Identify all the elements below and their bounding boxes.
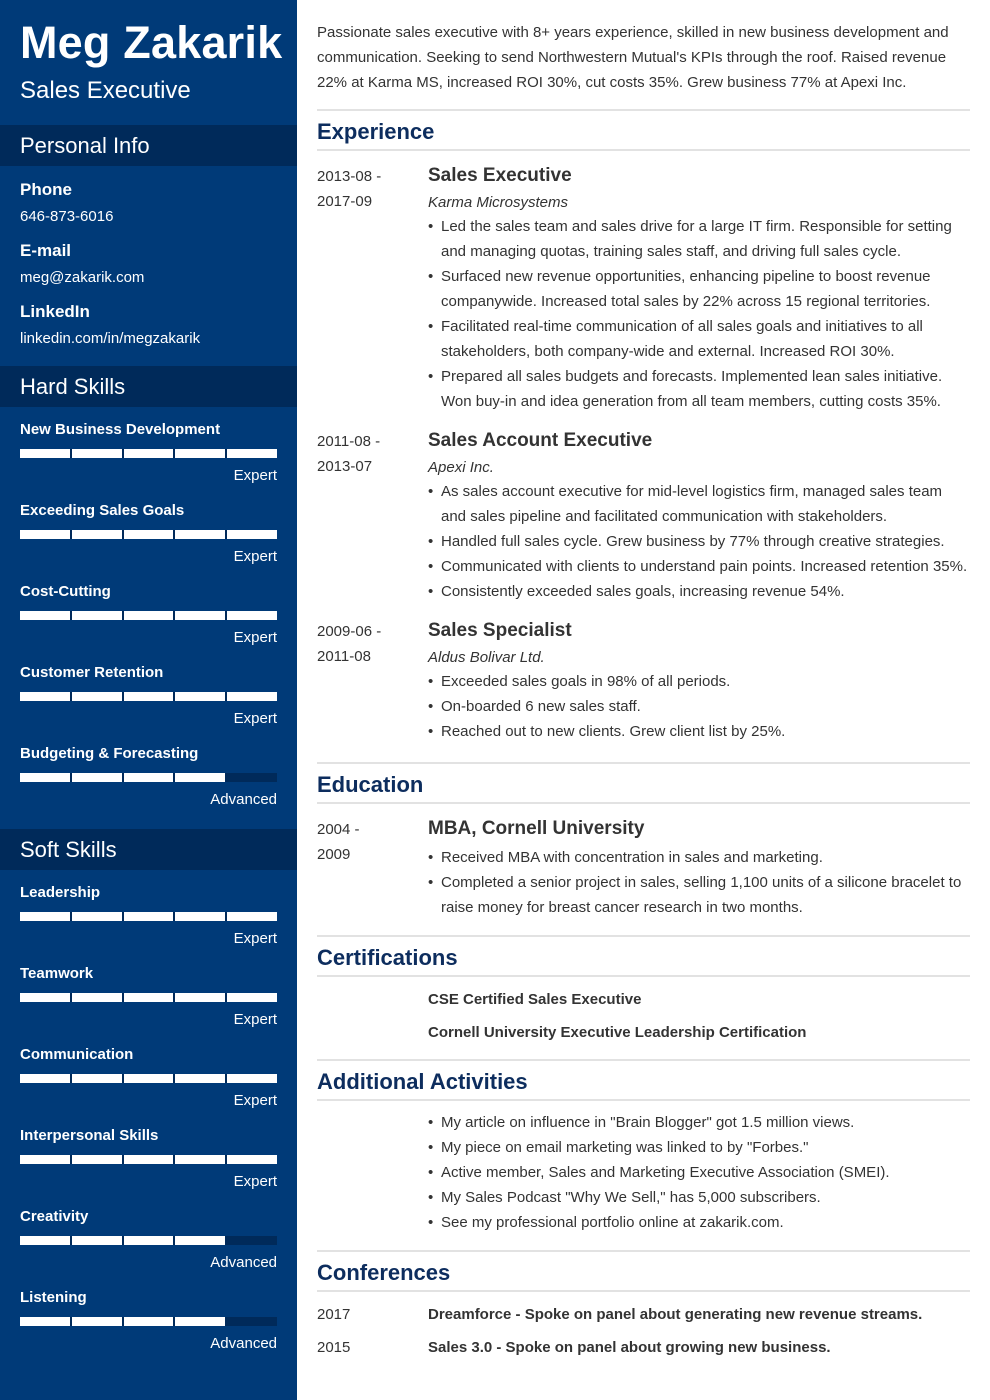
phone-value: 646-873-6016: [20, 208, 114, 225]
bullet-item: • On-boarded 6 new sales staff.: [428, 694, 970, 719]
skill-rating-segment: [175, 1155, 225, 1164]
job-entry: [428, 619, 970, 744]
skill-name: Interpersonal Skills: [20, 1127, 159, 1144]
skill-rating-segment: [20, 912, 70, 921]
certification-item: CSE Certified Sales Executive: [428, 991, 642, 1008]
skill-rating-segment: [227, 773, 277, 782]
skill-rating-segment: [227, 1155, 277, 1164]
skill-rating-bar: [20, 530, 277, 539]
skill-rating-bar: [20, 1236, 277, 1245]
skill-rating-segment: [175, 1236, 225, 1245]
certification-item: Cornell University Executive Leadership Certification: [428, 1024, 807, 1041]
job-title: Sales Specialist: [428, 620, 572, 641]
job-date-start: 2009-06 -: [317, 623, 382, 640]
conference-item: Sales 3.0 - Spoke on panel about growing new business.: [428, 1339, 831, 1356]
skill-level: Advanced: [210, 791, 277, 808]
skill-name: Leadership: [20, 884, 101, 901]
job-date: [317, 429, 417, 479]
job-bullets: [428, 479, 970, 604]
experience-heading: Experience: [317, 119, 435, 144]
skill-rating-segment: [227, 449, 277, 458]
bullet-item: • See my professional portfolio online at zakarik.com.: [428, 1210, 970, 1235]
section-divider: [317, 149, 970, 151]
skill-rating-segment: [72, 1236, 122, 1245]
skill-name: Listening: [20, 1289, 87, 1306]
bullet-item: • Reached out to new clients. Grew client list by 25%.: [428, 719, 970, 744]
skill-rating-segment: [124, 530, 174, 539]
skill-rating-segment: [124, 1317, 174, 1326]
job-company: Aldus Bolivar Ltd.: [428, 649, 545, 666]
skill-item: [20, 583, 277, 653]
activities-entry: [428, 1110, 970, 1235]
skill-rating-segment: [124, 1155, 174, 1164]
skill-rating-segment: [72, 611, 122, 620]
skill-rating-segment: [72, 1317, 122, 1326]
skill-item: [20, 745, 277, 815]
profile-summary: Passionate sales executive with 8+ years experience, skilled in new business development and communication. Seeking to send Northwestern Mutual's KPIs through the roof. Raised revenue 22% at Karma MS, increased ROI 30%, cut costs 35%. Grew business 77% at Apexi Inc.: [317, 24, 949, 91]
skill-rating-bar: [20, 773, 277, 782]
skill-rating-segment: [20, 692, 70, 701]
email-value: meg@zakarik.com: [20, 269, 145, 286]
skill-rating-bar: [20, 611, 277, 620]
bullet-item: • Prepared all sales budgets and forecasts. Implemented lean sales initiative. Won buy-in and idea generation from all team members, cutting costs 35%.: [428, 364, 970, 414]
skill-rating-segment: [175, 1317, 225, 1326]
education-date: [317, 817, 417, 867]
skill-rating-segment: [175, 773, 225, 782]
skill-item: [20, 965, 277, 1035]
section-divider: [317, 935, 970, 937]
section-divider: [317, 109, 970, 111]
skill-rating-segment: [175, 993, 225, 1002]
activities-bullets: [428, 1110, 970, 1235]
education-date-end: 2009: [317, 846, 351, 863]
skill-level: Expert: [233, 629, 277, 646]
bullet-item: • Consistently exceeded sales goals, increasing revenue 54%.: [428, 579, 970, 604]
skill-rating-bar: [20, 449, 277, 458]
job-date: [317, 619, 417, 669]
job-entry: [428, 429, 970, 604]
bullet-item: • Exceeded sales goals in 98% of all periods.: [428, 669, 970, 694]
personal-info-heading: Personal Info: [20, 133, 150, 158]
bullet-item: • Surfaced new revenue opportunities, enhancing pipeline to boost revenue companywide. Increased total sales by 22% across 15 regional territories.: [428, 264, 970, 314]
skill-level: Expert: [233, 548, 277, 565]
skill-level: Advanced: [210, 1335, 277, 1352]
job-entry: [428, 164, 970, 414]
skill-level: Expert: [233, 1173, 277, 1190]
skill-rating-segment: [20, 1317, 70, 1326]
skill-rating-segment: [20, 1074, 70, 1083]
section-divider: [317, 802, 970, 804]
skill-name: Budgeting & Forecasting: [20, 745, 199, 762]
skill-name: Creativity: [20, 1208, 89, 1225]
skill-rating-segment: [227, 692, 277, 701]
skill-rating-segment: [227, 993, 277, 1002]
skill-item: [20, 884, 277, 954]
bullet-item: • As sales account executive for mid-level logistics firm, managed sales team and sales pipeline and facilitated communication with stakeholders.: [428, 479, 970, 529]
skill-rating-segment: [72, 993, 122, 1002]
education-bullets: [428, 845, 970, 920]
skill-rating-segment: [227, 1074, 277, 1083]
bullet-item: • Handled full sales cycle. Grew business by 77% through creative strategies.: [428, 529, 970, 554]
skill-rating-segment: [227, 1236, 277, 1245]
skill-rating-segment: [72, 449, 122, 458]
skill-rating-segment: [20, 993, 70, 1002]
skill-rating-segment: [124, 692, 174, 701]
skill-rating-segment: [124, 1074, 174, 1083]
skill-rating-bar: [20, 1155, 277, 1164]
skill-rating-segment: [124, 993, 174, 1002]
conference-item: Dreamforce - Spoke on panel about generating new revenue streams.: [428, 1306, 923, 1323]
skill-rating-segment: [124, 912, 174, 921]
skill-name: Exceeding Sales Goals: [20, 502, 185, 519]
skill-name: Cost-Cutting: [20, 583, 111, 600]
skill-rating-segment: [72, 773, 122, 782]
skill-rating-segment: [124, 773, 174, 782]
skill-item: [20, 664, 277, 734]
bullet-item: • Facilitated real-time communication of all sales goals and initiatives to all stakeholders, both company-wide and external. Increased ROI 30%.: [428, 314, 970, 364]
skill-item: [20, 1046, 277, 1116]
skill-rating-bar: [20, 912, 277, 921]
skill-name: Communication: [20, 1046, 134, 1063]
activities-heading: Additional Activities: [317, 1069, 528, 1094]
skill-item: [20, 1208, 277, 1278]
conference-year: 2017: [317, 1306, 351, 1323]
soft-skills-heading-band: [0, 829, 297, 870]
linkedin-value: linkedin.com/in/megzakarik: [20, 330, 201, 347]
bullet-item: • My piece on email marketing was linked to by "Forbes.": [428, 1135, 970, 1160]
job-company: Karma Microsystems: [428, 194, 569, 211]
skill-item: [20, 502, 277, 572]
skill-item: [20, 1127, 277, 1197]
job-date: [317, 164, 417, 214]
job-title: Sales Executive: [428, 165, 572, 186]
skill-rating-segment: [72, 912, 122, 921]
skill-level: Expert: [233, 930, 277, 947]
skill-name: Customer Retention: [20, 664, 164, 681]
bullet-item: • My Sales Podcast "Why We Sell," has 5,000 subscribers.: [428, 1185, 970, 1210]
skill-level: Expert: [233, 710, 277, 727]
skill-rating-segment: [20, 773, 70, 782]
hard-skills-heading-band: [0, 366, 297, 407]
skill-item: [20, 421, 277, 491]
job-company: Apexi Inc.: [428, 459, 494, 476]
bullet-item: • Led the sales team and sales drive for a large IT firm. Responsible for setting and managing quotas, training sales staff, and driving full sales cycle.: [428, 214, 970, 264]
skill-rating-segment: [20, 449, 70, 458]
bullet-item: • My article on influence in "Brain Blogger" got 1.5 million views.: [428, 1110, 970, 1135]
skill-rating-segment: [124, 449, 174, 458]
skill-rating-segment: [227, 1317, 277, 1326]
soft-skills-heading: Soft Skills: [20, 837, 117, 862]
skill-rating-segment: [20, 1155, 70, 1164]
education-heading: Education: [317, 772, 424, 797]
skill-rating-segment: [175, 530, 225, 539]
section-divider: [317, 1290, 970, 1292]
personal-info-heading-band: [0, 125, 297, 166]
skill-rating-segment: [72, 692, 122, 701]
skill-rating-segment: [175, 449, 225, 458]
job-date-end: 2017-09: [317, 193, 373, 210]
linkedin-label: LinkedIn: [20, 302, 90, 321]
skill-rating-segment: [175, 1074, 225, 1083]
skill-rating-segment: [72, 1074, 122, 1083]
section-divider: [317, 1250, 970, 1252]
skill-level: Expert: [233, 1011, 277, 1028]
job-title: Sales Account Executive: [428, 430, 653, 451]
candidate-name: Meg Zakarik: [20, 17, 283, 68]
section-divider: [317, 975, 970, 977]
candidate-title: Sales Executive: [20, 77, 191, 104]
skill-rating-segment: [175, 912, 225, 921]
skill-rating-segment: [227, 912, 277, 921]
skill-rating-bar: [20, 993, 277, 1002]
education-date-start: 2004 -: [317, 821, 360, 838]
skill-level: Advanced: [210, 1254, 277, 1271]
job-date-end: 2011-08: [317, 648, 371, 665]
skill-rating-segment: [20, 1236, 70, 1245]
hard-skills-heading: Hard Skills: [20, 374, 126, 399]
skill-rating-bar: [20, 1317, 277, 1326]
phone-label: Phone: [20, 180, 72, 199]
skill-item: [20, 1289, 277, 1359]
section-divider: [317, 1059, 970, 1061]
certifications-heading: Certifications: [317, 945, 458, 970]
bullet-item: • Communicated with clients to understand pain points. Increased retention 35%.: [428, 554, 970, 579]
education-entry: [428, 817, 970, 920]
skill-rating-segment: [227, 611, 277, 620]
conferences-heading: Conferences: [317, 1260, 451, 1285]
job-date-start: 2013-08 -: [317, 168, 382, 185]
job-bullets: [428, 669, 970, 744]
job-bullets: [428, 214, 970, 414]
bullet-item: • Received MBA with concentration in sales and marketing.: [428, 845, 970, 870]
skill-rating-segment: [20, 530, 70, 539]
main-content: [317, 0, 970, 1400]
section-divider: [317, 1099, 970, 1101]
skill-name: New Business Development: [20, 421, 221, 438]
skill-rating-segment: [72, 1155, 122, 1164]
skill-rating-segment: [20, 611, 70, 620]
skill-rating-segment: [124, 1236, 174, 1245]
skill-rating-bar: [20, 1074, 277, 1083]
job-date-end: 2013-07: [317, 458, 373, 475]
sidebar: [0, 0, 297, 1400]
degree-title: MBA, Cornell University: [428, 818, 645, 839]
bullet-item: • Active member, Sales and Marketing Executive Association (SMEI).: [428, 1160, 970, 1185]
email-label: E-mail: [20, 241, 72, 260]
skill-rating-bar: [20, 692, 277, 701]
skill-rating-segment: [72, 530, 122, 539]
skill-rating-segment: [227, 530, 277, 539]
skill-level: Expert: [233, 467, 277, 484]
job-date-start: 2011-08 -: [317, 433, 381, 450]
skill-name: Teamwork: [20, 965, 94, 982]
skill-rating-segment: [175, 611, 225, 620]
skill-rating-segment: [124, 611, 174, 620]
section-divider: [317, 762, 970, 764]
skill-level: Expert: [233, 1092, 277, 1109]
bullet-item: • Completed a senior project in sales, selling 1,100 units of a silicone bracelet to raise money for breast cancer research in two months.: [428, 870, 970, 920]
conference-year: 2015: [317, 1339, 351, 1356]
skill-rating-segment: [175, 692, 225, 701]
